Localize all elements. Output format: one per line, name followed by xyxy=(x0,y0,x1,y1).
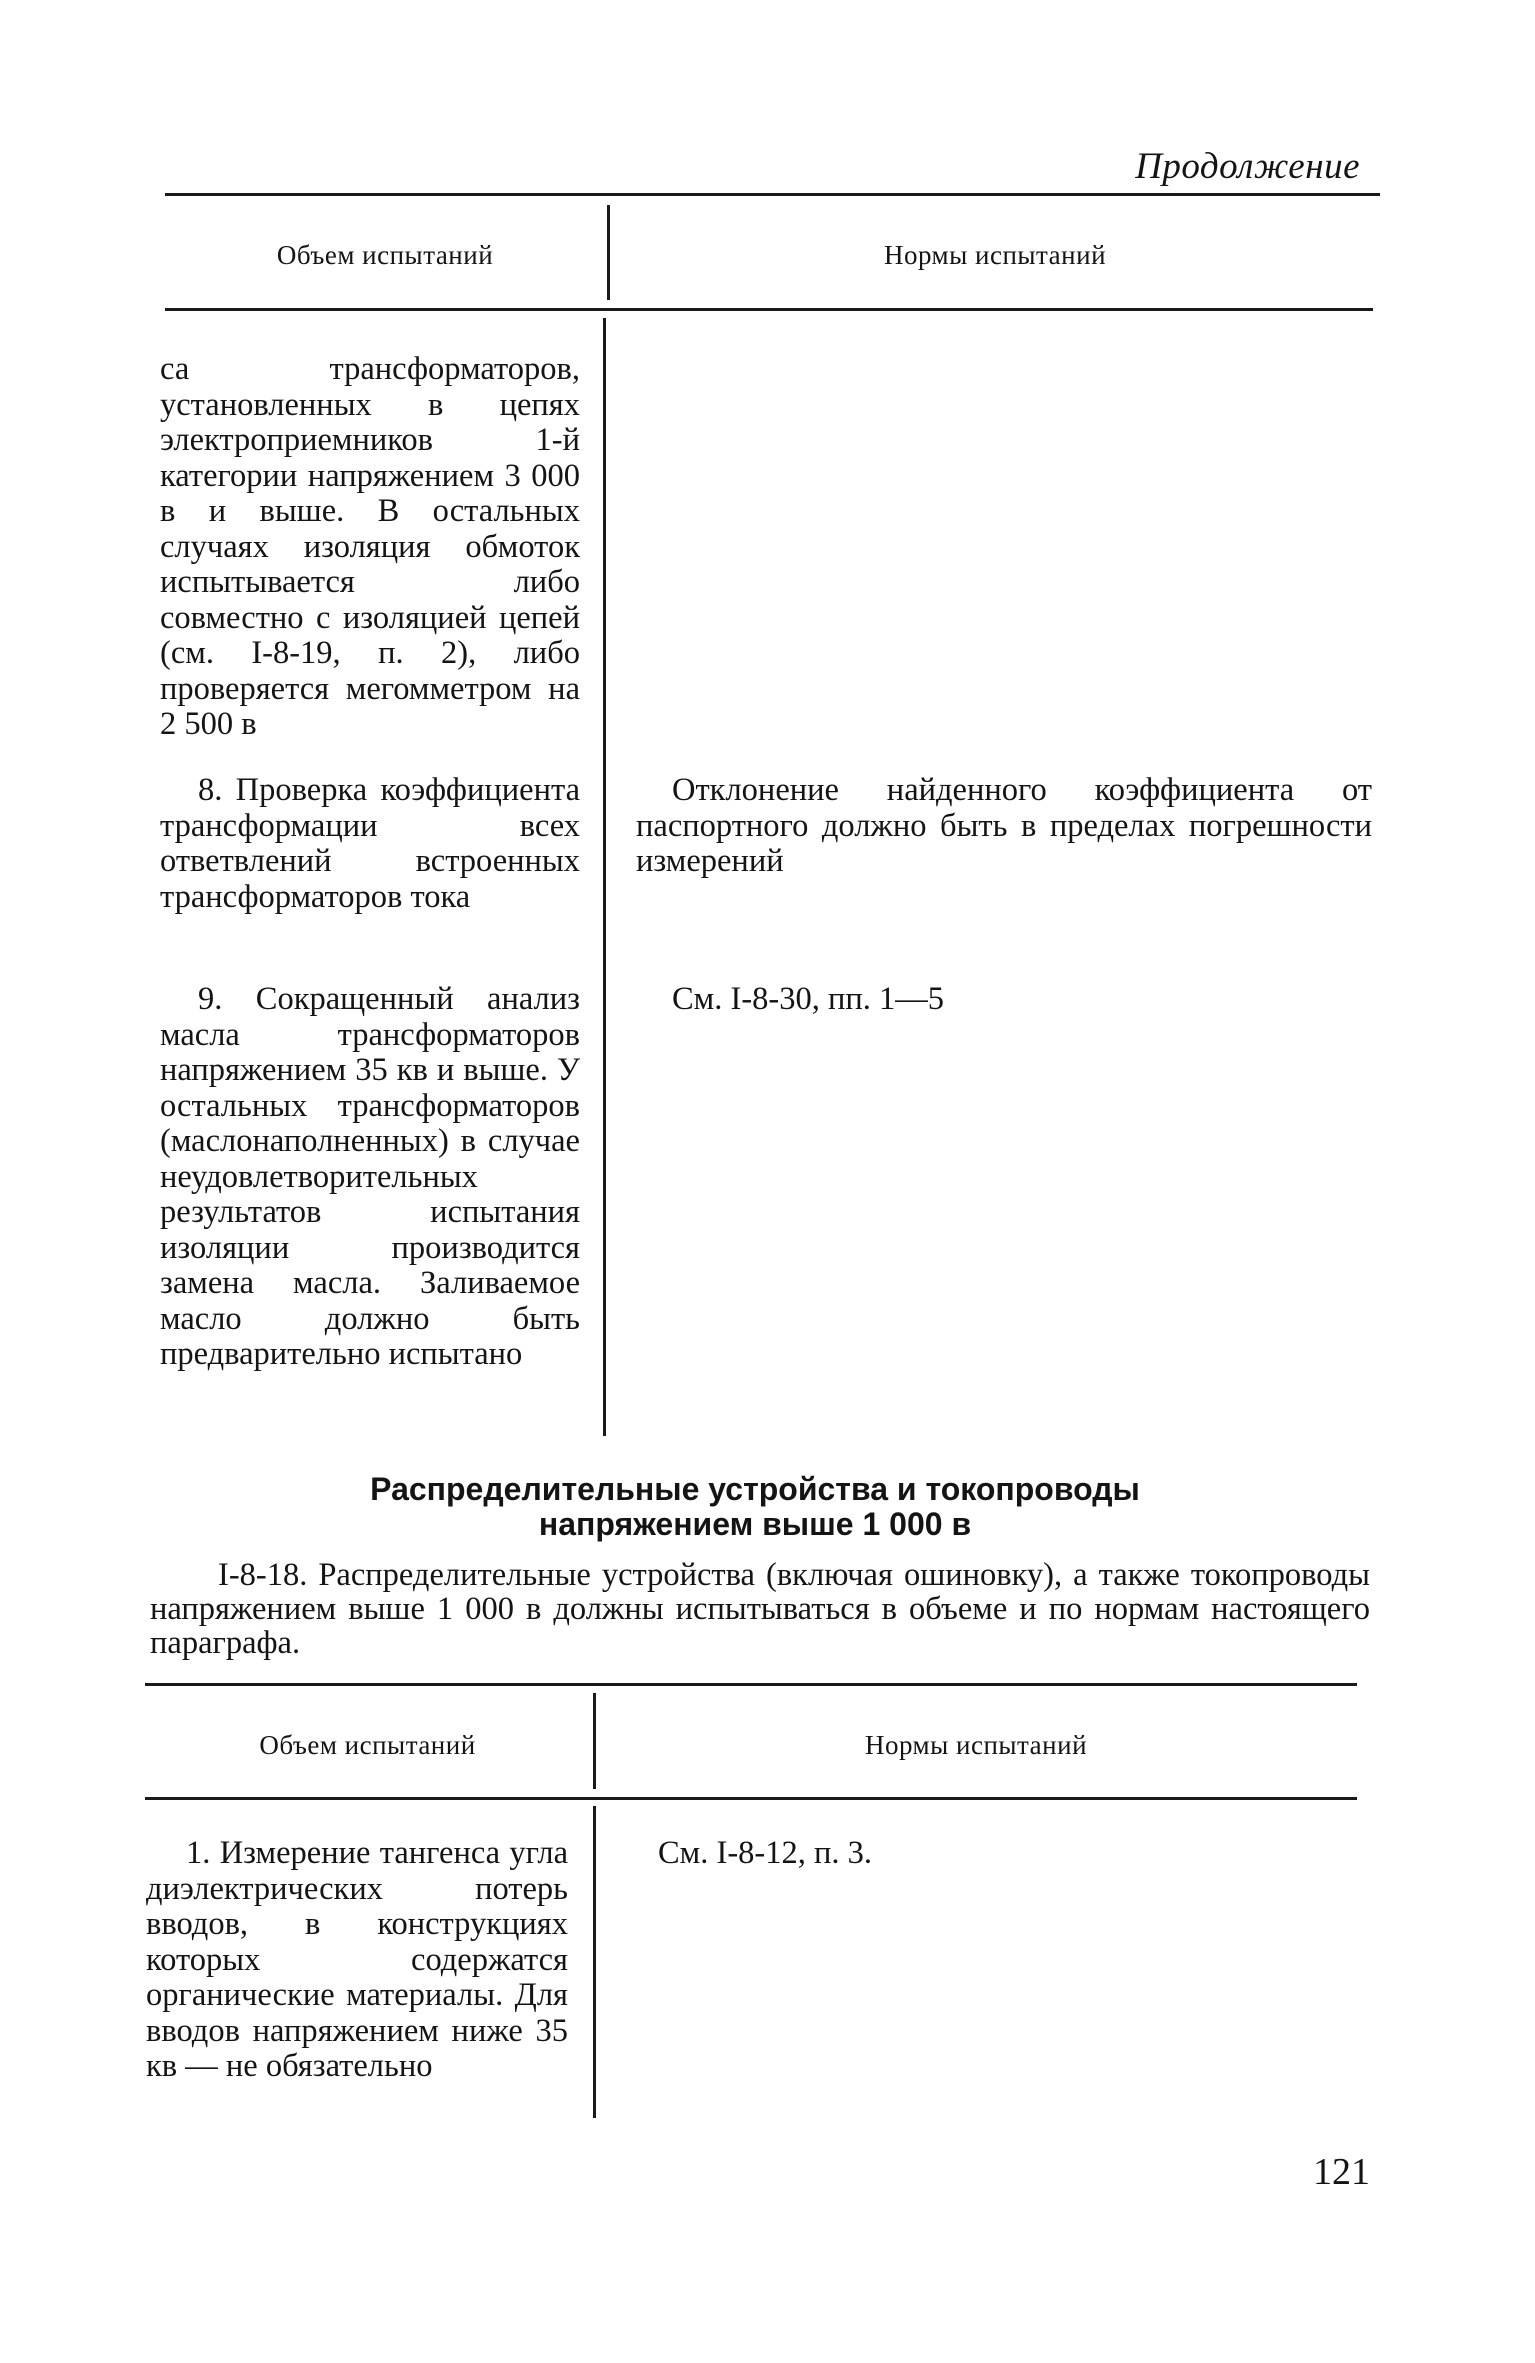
table2-header-rule xyxy=(145,1797,1357,1800)
table1-row1-scope: са трансформаторов, установленных в цепях электроприемников 1-й категории напряжением 3 000 в и выше. В остальных случаях изоляция обмоток испытывается либо совместно с изоляцией цепей (см. I-8-19, п. 2), либо проверяется мегомметром на 2 500 в xyxy=(160,351,580,742)
section-heading-line2: напряжением выше 1 000 в xyxy=(538,1506,972,1542)
table1-col-norms-header: Нормы испытаний xyxy=(883,240,1107,270)
table1-row2-norms: Отклонение найденного коэффициента от паспортного должно быть в пределах погрешности измерений xyxy=(636,772,1372,879)
table2-column-divider xyxy=(593,1806,596,2118)
table2-row1-norms: См. I-8-12, п. 3. xyxy=(658,1835,872,1871)
table1-row3-norms: См. I-8-30, пп. 1—5 xyxy=(672,981,944,1017)
section-heading-line1: Распределительные устройства и токопроводы xyxy=(370,1471,1140,1507)
table1-row2-scope: 8. Проверка коэффициента трансформации всех ответвлений встроенных трансформаторов тока xyxy=(160,772,580,915)
table1-col-scope-header: Объем испытаний xyxy=(276,240,494,270)
table2-header-divider xyxy=(593,1693,596,1789)
table1-top-rule xyxy=(165,193,1380,196)
table2-row1-scope: 1. Измерение тангенса угла диэлектрических потерь вводов, в конструкциях которых содержатся органические материалы. Для вводов напряжением ниже 35 кв — не обязательно xyxy=(146,1835,568,2084)
page-number: 121 xyxy=(1313,2151,1370,2193)
table2-col-scope-header: Объем испытаний xyxy=(259,1730,476,1760)
table2-col-norms-header: Нормы испытаний xyxy=(864,1730,1088,1760)
table1-row3-scope: 9. Сокращенный анализ масла трансформаторов напряжением 35 кв и выше. У остальных трансформаторов (маслонаполненных) в случае неудовлетворительных результатов испытания изоляции производится замена масла. Заливаемое масло должно быть предварительно испытано xyxy=(160,981,580,1372)
table1-column-divider xyxy=(603,318,606,1436)
continued-label: Продолжение xyxy=(1135,146,1360,187)
section-paragraph: I-8-18. Распределительные устройства (включая ошиновку), а также токопроводы напряжением выше 1 000 в должны испытываться в объеме и по нормам настоящего параграфа. xyxy=(150,1557,1370,1661)
table1-header-divider xyxy=(607,205,610,300)
table1-header-rule xyxy=(165,308,1373,311)
table2-top-rule xyxy=(145,1683,1357,1686)
